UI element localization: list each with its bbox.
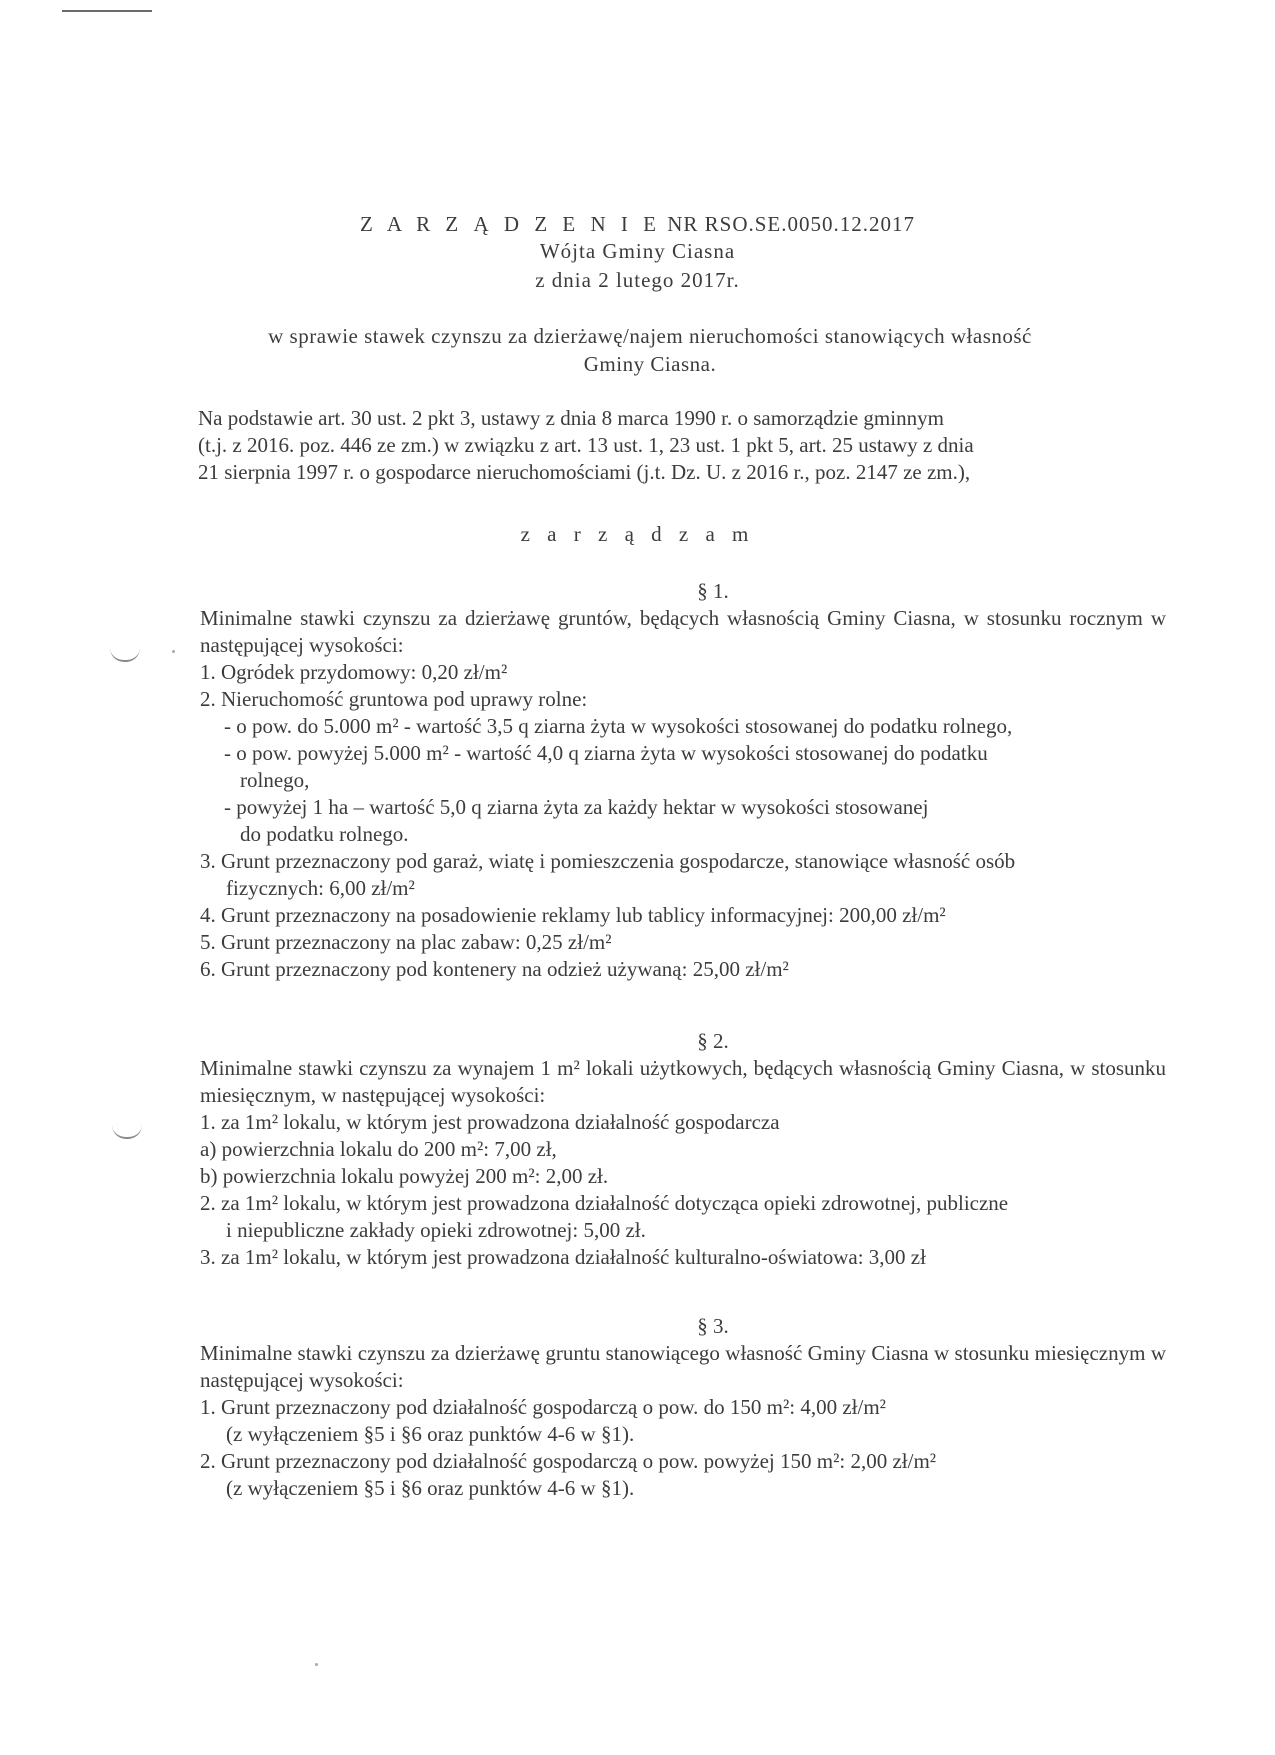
section-intro: Minimalne stawki czynszu za dzierżawę gruntu stanowiącego własność Gminy Ciasna w stosunku miesięcznym w następującej wysokości: bbox=[200, 1341, 1166, 1392]
punch-hole-mark bbox=[110, 648, 140, 662]
list-item: 6. Grunt przeznaczony pod kontenery na odzież używaną: 25,00 zł/m² bbox=[200, 957, 789, 981]
section-2 bbox=[200, 1028, 1166, 1271]
list-item: 1. Grunt przeznaczony pod działalność gospodarczą o pow. do 150 m²: 4,00 zł/m² bbox=[200, 1395, 886, 1419]
title-word: Z A R Z Ą D Z E N I E bbox=[359, 212, 661, 236]
legal-basis-line: Na podstawie art. 30 ust. 2 pkt 3, ustawy z dnia 8 marca 1990 r. o samorządzie gminnym bbox=[198, 406, 944, 430]
section-number: § 1. bbox=[697, 579, 729, 603]
list-item: 2. Nieruchomość gruntowa pod uprawy rolne: bbox=[200, 687, 588, 711]
section-number: § 3. bbox=[697, 1314, 729, 1338]
scan-speck bbox=[315, 1663, 318, 1666]
list-subitem: - powyżej 1 ha – wartość 5,0 q ziarna żyta za każdy hektar w wysokości stosowanej bbox=[224, 795, 929, 819]
title-number: NR RSO.SE.0050.12.2017 bbox=[667, 212, 915, 236]
order-heading: z a r z ą d z a m bbox=[520, 522, 755, 546]
list-subitem: b) powierzchnia lokalu powyżej 200 m²: 2,00 zł. bbox=[200, 1164, 609, 1188]
section-1 bbox=[200, 578, 1166, 983]
list-subitem-continuation: do podatku rolnego. bbox=[240, 822, 409, 846]
scan-speck bbox=[172, 650, 175, 653]
list-subitem: - o pow. powyżej 5.000 m² - wartość 4,0 q ziarna żyta w wysokości stosowanej do podatku bbox=[224, 741, 988, 765]
list-item-continuation: (z wyłączeniem §5 i §6 oraz punktów 4-6 w §1). bbox=[226, 1422, 635, 1446]
section-intro: Minimalne stawki czynszu za wynajem 1 m² lokali użytkowych, będących własnością Gminy Ciasna, w stosunku miesięcznym, w następującej wysokości: bbox=[200, 1056, 1166, 1107]
issuing-authority: Wójta Gminy Ciasna bbox=[539, 239, 736, 263]
subject-line: w sprawie stawek czynszu za dzierżawę/najem nieruchomości stanowiących własność bbox=[268, 324, 1032, 348]
list-item-continuation: i niepubliczne zakłady opieki zdrowotnej: 5,00 zł. bbox=[226, 1218, 646, 1242]
list-item: 3. za 1m² lokalu, w którym jest prowadzona działalność kulturalno-oświatowa: 3,00 zł bbox=[200, 1245, 926, 1269]
document-subject bbox=[150, 322, 1150, 378]
scan-edge-mark bbox=[62, 0, 152, 12]
section-intro: Minimalne stawki czynszu za dzierżawę gruntów, będących własnością Gminy Ciasna, w stosunku rocznym w następującej wysokości: bbox=[200, 606, 1166, 657]
list-item: 2. za 1m² lokalu, w którym jest prowadzona działalność dotycząca opieki zdrowotnej, publiczne bbox=[200, 1191, 1009, 1215]
section-3 bbox=[200, 1313, 1166, 1502]
list-item: 2. Grunt przeznaczony pod działalność gospodarczą o pow. powyżej 150 m²: 2,00 zł/m² bbox=[200, 1449, 937, 1473]
list-item: 5. Grunt przeznaczony na plac zabaw: 0,25 zł/m² bbox=[200, 930, 612, 954]
list-item: 1. Ogródek przydomowy: 0,20 zł/m² bbox=[200, 660, 508, 684]
document-date: z dnia 2 lutego 2017r. bbox=[535, 268, 740, 292]
legal-basis bbox=[198, 405, 1166, 486]
list-subitem: - o pow. do 5.000 m² - wartość 3,5 q ziarna żyta w wysokości stosowanej do podatku rolnego, bbox=[224, 714, 1013, 738]
list-item: 1. za 1m² lokalu, w którym jest prowadzona działalność gospodarcza bbox=[200, 1110, 780, 1134]
list-item-continuation: fizycznych: 6,00 zł/m² bbox=[226, 876, 415, 900]
list-item-continuation: (z wyłączeniem §5 i §6 oraz punktów 4-6 w §1). bbox=[226, 1476, 635, 1500]
subject-line: Gminy Ciasna. bbox=[583, 352, 717, 376]
document-title bbox=[0, 212, 1275, 237]
list-item: 4. Grunt przeznaczony na posadowienie reklamy lub tablicy informacyjnej: 200,00 zł/m² bbox=[200, 903, 946, 927]
list-subitem-continuation: rolnego, bbox=[240, 768, 310, 792]
legal-basis-line: (t.j. z 2016. poz. 446 ze zm.) w związku z art. 13 ust. 1, 23 ust. 1 pkt 5, art. 25 ustawy z dnia bbox=[198, 433, 974, 457]
legal-basis-line: 21 sierpnia 1997 r. o gospodarce nieruchomościami (j.t. Dz. U. z 2016 r., poz. 2147 ze zm.), bbox=[198, 460, 971, 484]
section-number: § 2. bbox=[697, 1029, 729, 1053]
list-item: 3. Grunt przeznaczony pod garaż, wiatę i pomieszczenia gospodarcze, stanowiące własność osób bbox=[200, 849, 1016, 873]
punch-hole-mark bbox=[112, 1125, 142, 1139]
list-subitem: a) powierzchnia lokalu do 200 m²: 7,00 zł, bbox=[200, 1137, 557, 1161]
